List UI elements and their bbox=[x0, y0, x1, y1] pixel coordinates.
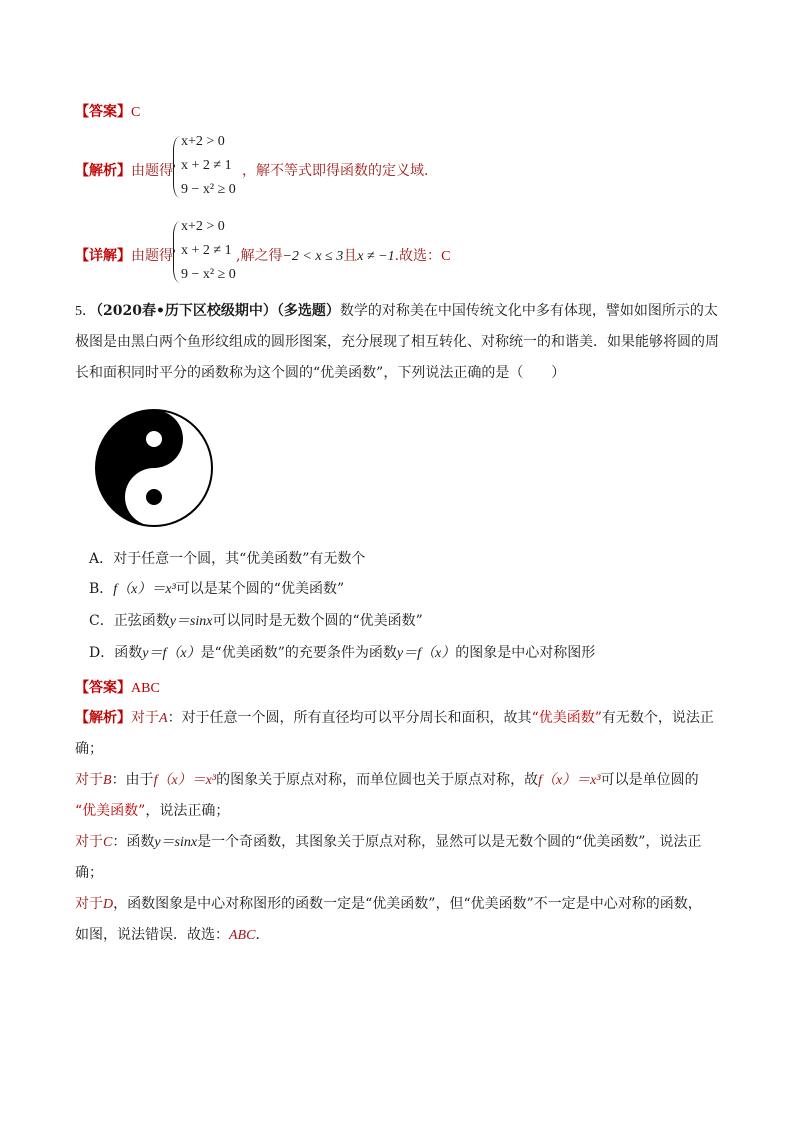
q5-analysis-a-line1 bbox=[75, 707, 714, 727]
q4-analysis-line bbox=[75, 160, 173, 180]
analysis-b-func2: f（x）＝x³ bbox=[538, 773, 601, 788]
analysis-d-choice: ABC bbox=[229, 928, 256, 943]
analysis-tag: 【解析】 bbox=[75, 710, 131, 726]
detail-tag: 【详解】 bbox=[75, 248, 131, 264]
q5-option-d-text: 的图象是中心对称图形 bbox=[455, 645, 596, 661]
q5-number: 5． bbox=[75, 304, 96, 319]
analysis-b-text2: 的图象关于原点对称，而单位圆也关于原点对称，故 bbox=[216, 772, 539, 788]
q4-detail-line bbox=[75, 245, 173, 265]
system-eq-3: 9 − x² ≥ 0 bbox=[181, 267, 236, 282]
analysis-b-letter: B bbox=[103, 773, 112, 788]
q5-option-c bbox=[89, 610, 423, 630]
q4-detail-neq: x ≠ −1 bbox=[357, 249, 395, 264]
analysis-b-text3: 可以是单位圆的 bbox=[600, 772, 699, 788]
q4-answer-line bbox=[75, 101, 140, 121]
q5-option-a: A．对于任意一个圆，其“优美函数”有无数个 bbox=[89, 551, 366, 567]
analysis-a-text1: ：对于任意一个圆，所有直径均可以平分周长和面积，故其 bbox=[167, 710, 532, 726]
q5-option-b-func: f（x）＝x³ bbox=[113, 582, 176, 597]
q4-detail-suffix bbox=[236, 245, 450, 265]
system-eq-1: x+2 > 0 bbox=[181, 219, 225, 234]
analysis-b-text4: ，说法正确； bbox=[145, 803, 230, 819]
analysis-d-letter: D bbox=[103, 897, 114, 912]
q5-source: （2020春•历下区校级期中）（多选题） bbox=[96, 303, 340, 319]
analysis-tag: 【解析】 bbox=[75, 163, 131, 179]
analysis-a-quote: “优美函数” bbox=[531, 710, 602, 726]
q4-analysis-prefix: 由题得 bbox=[131, 163, 173, 179]
q4-detail-end: .故选： bbox=[394, 248, 442, 264]
analysis-c-lead: 对于 bbox=[75, 834, 103, 850]
q5-answer-line bbox=[75, 677, 160, 697]
q5-analysis-b-line2 bbox=[75, 800, 229, 820]
system-eq-2: x + 2 ≠ 1 bbox=[181, 158, 232, 173]
analysis-c-text2: 是一个奇函数，其图象关于原点对称，显然可以是无数个圆的“优美函数”，说法正 bbox=[197, 834, 702, 850]
taiji-black-dot bbox=[146, 489, 162, 505]
q5-analysis-c-line1 bbox=[75, 831, 701, 851]
q4-detail-solve-text: ,解之得 bbox=[236, 248, 283, 264]
q5-analysis-d-line2 bbox=[75, 924, 269, 944]
q5-option-d-func2: y＝f（x） bbox=[396, 646, 456, 661]
analysis-a-lead: 对于 bbox=[131, 710, 159, 726]
q4-analysis-suffix: ，解不等式即得函数的定义域. bbox=[242, 163, 429, 179]
system-eq-2: x + 2 ≠ 1 bbox=[181, 243, 232, 258]
q5-analysis-a-line2: 确； bbox=[75, 741, 103, 757]
analysis-c-func: y＝sinx bbox=[154, 835, 198, 850]
q4-detail-range: −2 < x ≤ 3 bbox=[282, 249, 344, 264]
q4-analysis-system bbox=[173, 136, 243, 198]
taiji-white-dot bbox=[146, 431, 162, 447]
taiji-icon bbox=[94, 408, 214, 528]
analysis-d-end: ． bbox=[255, 927, 270, 943]
analysis-a-text2: 有无数个，说法正 bbox=[601, 710, 714, 726]
q5-option-c-label: C．正弦函数 bbox=[89, 613, 170, 629]
q4-detail-choice: C bbox=[441, 249, 451, 264]
q4-detail-prefix: 由题得 bbox=[131, 248, 173, 264]
q5-option-d-label: D．函数 bbox=[89, 645, 143, 661]
analysis-b-text1: ：由于 bbox=[111, 772, 154, 788]
q5-stem bbox=[75, 296, 725, 389]
answer-tag: 【答案】 bbox=[75, 680, 131, 696]
q4-detail-system bbox=[173, 221, 243, 283]
q5-analysis-c-line2: 确； bbox=[75, 865, 103, 881]
q5-answer-value: ABC bbox=[131, 681, 160, 696]
analysis-b-lead: 对于 bbox=[75, 772, 103, 788]
q5-option-c-func: y＝sinx bbox=[169, 614, 213, 629]
q5-option-d-mid: 是“优美函数”的充要条件为函数 bbox=[200, 645, 397, 661]
q5-option-b-text: 可以是某个圆的“优美函数” bbox=[175, 581, 345, 597]
analysis-c-letter: C bbox=[103, 835, 113, 850]
q5-option-c-text: 可以同时是无数个圆的“优美函数” bbox=[212, 613, 423, 629]
brace-icon bbox=[173, 221, 181, 283]
brace-icon bbox=[173, 136, 181, 198]
analysis-d-lead: 对于 bbox=[75, 896, 103, 912]
analysis-d-text2: 如图，说法错误．故选： bbox=[75, 927, 229, 943]
analysis-a-letter: A bbox=[159, 711, 168, 726]
q5-stem-text: 数学的对称美在中国传统文化中多有体现，譬如如图所示的太极图是由黑白两个鱼形纹组成的圆形图案，充分展现了相互转化、对称统一的和谐美．如果能够将圆的周长和面积同时平分的函数称为这个圆的“优美函数”，下列说法正确的是（ ） bbox=[75, 303, 719, 381]
q5-option-d-func1: y＝f（x） bbox=[142, 646, 201, 661]
q5-option-d bbox=[89, 642, 595, 662]
q5-analysis-d-line1 bbox=[75, 893, 702, 913]
q5-option-b bbox=[89, 578, 344, 598]
analysis-c-text1: ：函数 bbox=[112, 834, 155, 850]
analysis-d-text1: ，函数图象是中心对称图形的函数一定是“优美函数”，但“优美函数”不一定是中心对称的函数， bbox=[113, 896, 702, 912]
analysis-b-func: f（x）＝x³ bbox=[153, 773, 217, 788]
analysis-b-quote: “优美函数” bbox=[75, 803, 146, 819]
system-eq-1: x+2 > 0 bbox=[181, 134, 225, 149]
q4-detail-and: 且 bbox=[343, 248, 358, 264]
q4-answer-value: C bbox=[131, 105, 141, 120]
system-eq-3: 9 − x² ≥ 0 bbox=[181, 182, 236, 197]
answer-tag: 【答案】 bbox=[75, 104, 131, 120]
q5-option-b-label: B． bbox=[89, 581, 114, 597]
q5-analysis-b-line1 bbox=[75, 769, 699, 789]
